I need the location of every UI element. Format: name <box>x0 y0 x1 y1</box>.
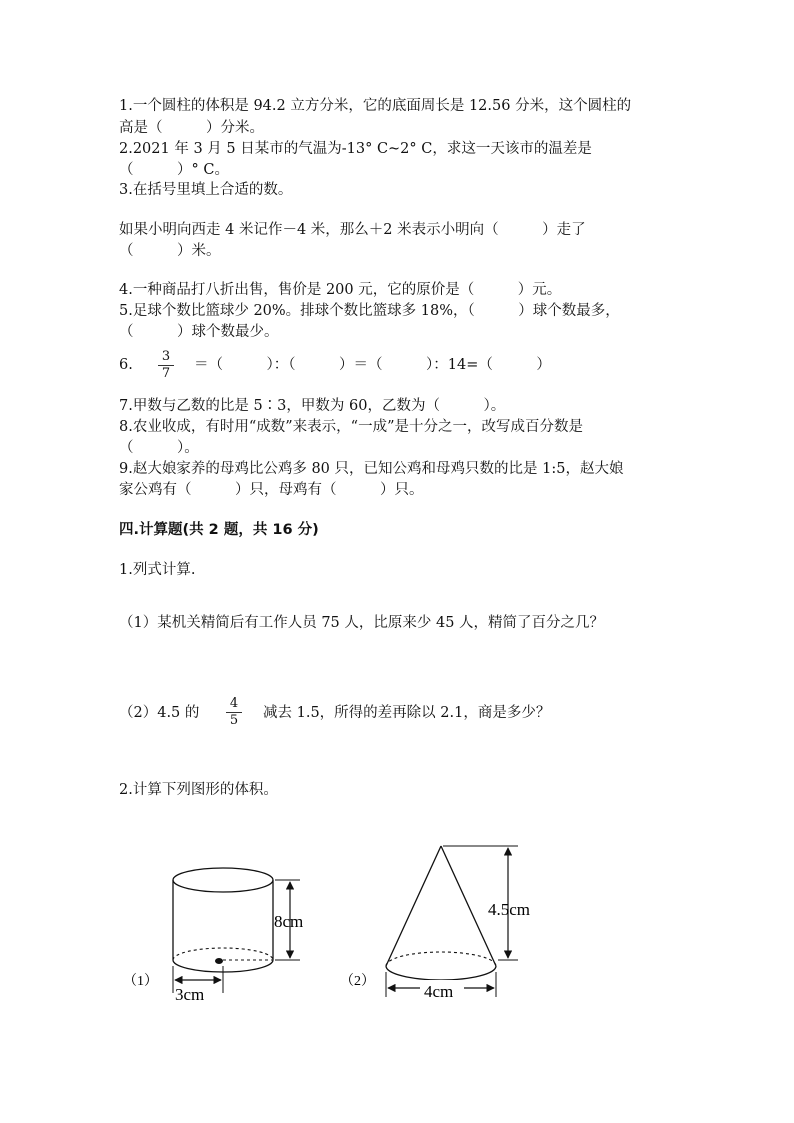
cone-figure <box>340 846 530 1001</box>
cone-diam-label: 4cm <box>424 982 454 1001</box>
q6-rest: ＝（ ）：（ ）＝（ ）：14=（ ） <box>194 357 551 373</box>
calc-q1-sub1: （1）某机关精简后有工作人员 75 人，比原来少 45 人，精简了百分之几？ <box>119 615 605 631</box>
q8-line1: 8.农业收成，有时用“成数”来表示，“一成”是十分之一，改写成百分数是 <box>119 419 583 435</box>
q6-frac-denominator: 7 <box>161 366 171 381</box>
cyl-radius-label: 3cm <box>175 985 205 1004</box>
q9-line1: 9.赵大娘家养的母鸡比公鸡多 80 只，已知公鸡和母鸡只数的比是 1:5，赵大娘 <box>119 461 624 477</box>
calc-q1-title: 1.列式计算. <box>119 562 196 578</box>
cylinder-bottom-back <box>173 948 273 960</box>
q3-line: 3.在括号里填上合适的数。 <box>119 182 293 198</box>
q3-example-line2: （ ）米。 <box>119 243 221 259</box>
calc-q1-sub2-rest: 减去 1.5，所得的差再除以 2.1，商是多少？ <box>263 705 551 721</box>
cone-height-label: 4.5cm <box>488 900 531 919</box>
q3-example-line1: 如果小明向西走 4 米记作－4 米，那么＋2 米表示小明向（ ）走了 <box>119 222 586 238</box>
cylinder-center-dot <box>215 958 223 964</box>
cyl-figure-number: （1） <box>123 974 158 989</box>
calc-frac-denominator: 5 <box>229 713 239 728</box>
q5-line1: 5.足球个数比篮球少 20%。排球个数比篮球多 18%，（ ）球个数最多， <box>119 303 620 319</box>
calc-q1-sub2-prefix: （2）4.5 的 <box>119 705 200 721</box>
q6-frac-numerator: 3 <box>161 349 171 364</box>
cyl-height-label: 8cm <box>274 912 304 931</box>
q1-line2: 高是（ ）分米。 <box>119 120 264 136</box>
cylinder-figure <box>123 868 303 1004</box>
q2-line1: 2.2021 年 3 月 5 日某市的气温为-13° C~2° C，求这一天该市的温差是 <box>119 141 592 157</box>
cone-left-side <box>386 846 441 966</box>
q6-prefix: 6. <box>119 357 133 373</box>
calc-frac-numerator: 4 <box>229 696 239 711</box>
cone-base-front <box>386 966 496 980</box>
q2-line2: （ ）° C。 <box>119 162 229 178</box>
cone-base-back <box>386 952 496 966</box>
q4-line: 4.一种商品打八折出售，售价是 200 元，它的原价是（ ）元。 <box>119 282 562 298</box>
q8-line2: （ ）。 <box>119 440 199 456</box>
q7-line: 7.甲数与乙数的比是 5∶3，甲数为 60，乙数为（ ）。 <box>119 398 506 414</box>
section-title: 四.计算题(共 2 题，共 16 分) <box>119 522 319 538</box>
calc-q2-title: 2.计算下列图形的体积。 <box>119 782 278 798</box>
cylinder-top-ellipse <box>173 868 273 892</box>
cone-figure-number: （2） <box>340 974 375 989</box>
q1-line1: 1.一个圆柱的体积是 94.2 立方分米，它的底面周长是 12.56 分米，这个圆柱的 <box>119 98 632 114</box>
q9-line2: 家公鸡有（ ）只，母鸡有（ ）只。 <box>119 482 424 498</box>
q5-line2: （ ）球个数最少。 <box>119 324 279 340</box>
